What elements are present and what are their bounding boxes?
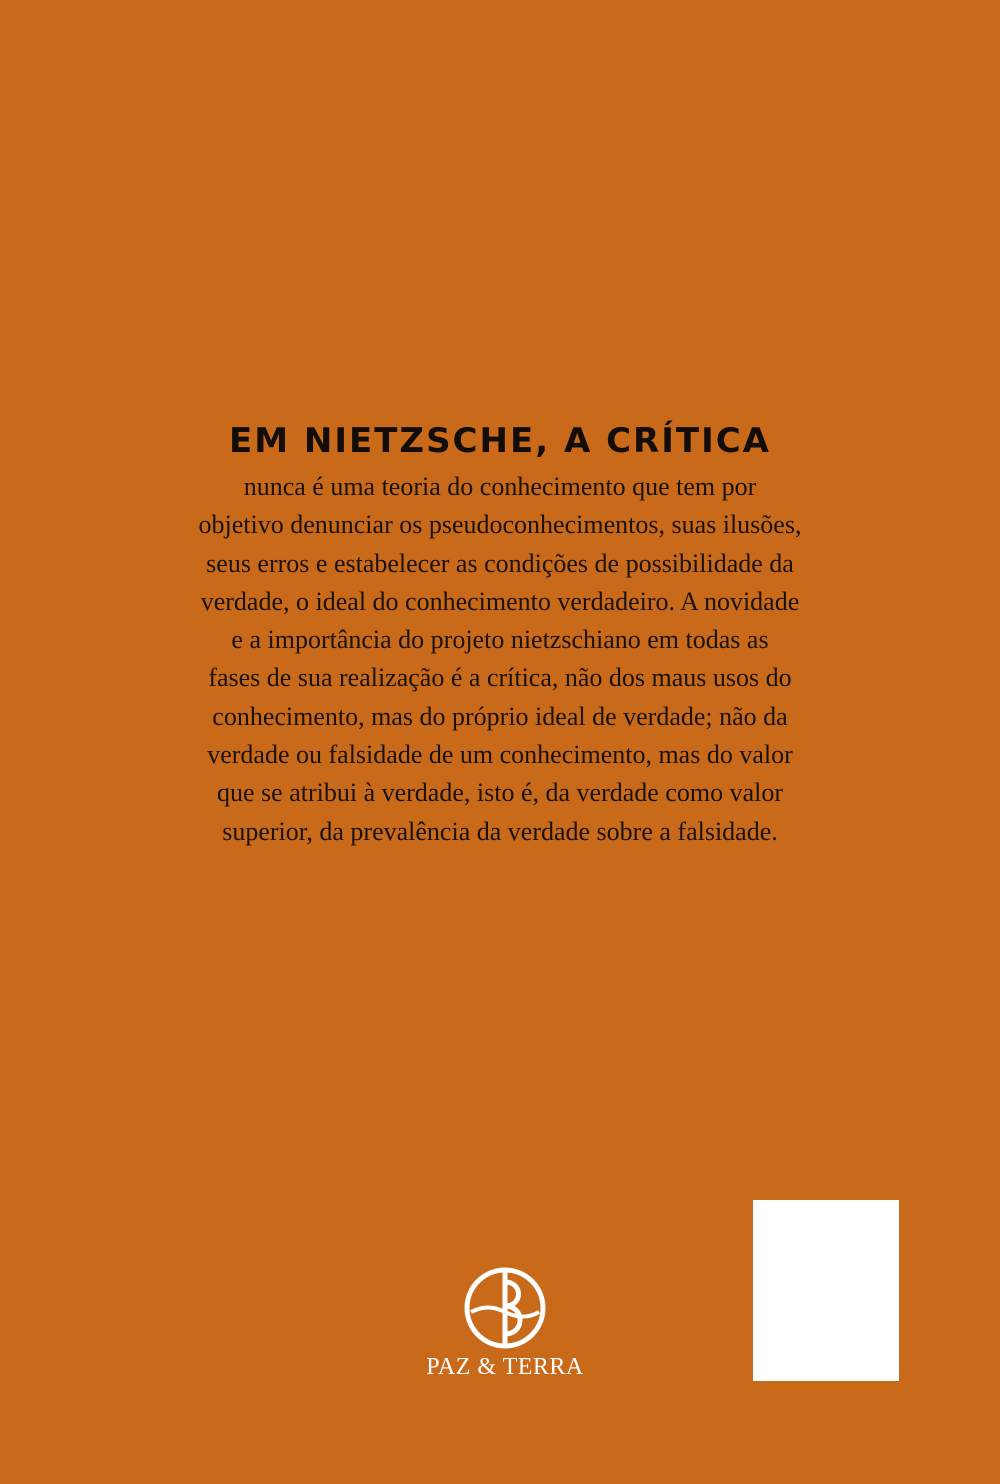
blurb-line: superior, da prevalência da verdade sobre a falsidade.: [222, 816, 778, 846]
blurb-line: que se atribui à verdade, isto é, da verdade como valor: [217, 778, 783, 808]
blurb: [150, 418, 850, 851]
publisher-emblem-icon: [463, 1266, 547, 1350]
headline: EM NIETZSCHE, A CRÍTICA: [229, 421, 771, 461]
blurb-line: e a importância do projeto nietzschiano em todas as: [231, 625, 769, 655]
blurb-line: seus erros e estabelecer as condições de possibilidade da: [206, 548, 794, 578]
blurb-line: fases de sua realização é a crítica, não dos maus usos do: [208, 663, 792, 693]
barcode-placeholder: [753, 1200, 899, 1381]
blurb-line: objetivo denunciar os pseudoconhecimentos, suas ilusões,: [198, 510, 802, 540]
blurb-text: [150, 468, 850, 851]
blurb-line: verdade, o ideal do conhecimento verdadeiro. A novidade: [200, 586, 800, 616]
blurb-line: verdade ou falsidade de um conhecimento, mas do valor: [207, 740, 793, 770]
blurb-line: nunca é uma teoria do conhecimento que tem por: [243, 472, 757, 501]
publisher-name: PAZ & TERRA: [426, 1354, 584, 1380]
blurb-line: conhecimento, mas do próprio ideal de verdade; não da: [212, 701, 788, 731]
publisher-logo: [420, 1266, 590, 1381]
